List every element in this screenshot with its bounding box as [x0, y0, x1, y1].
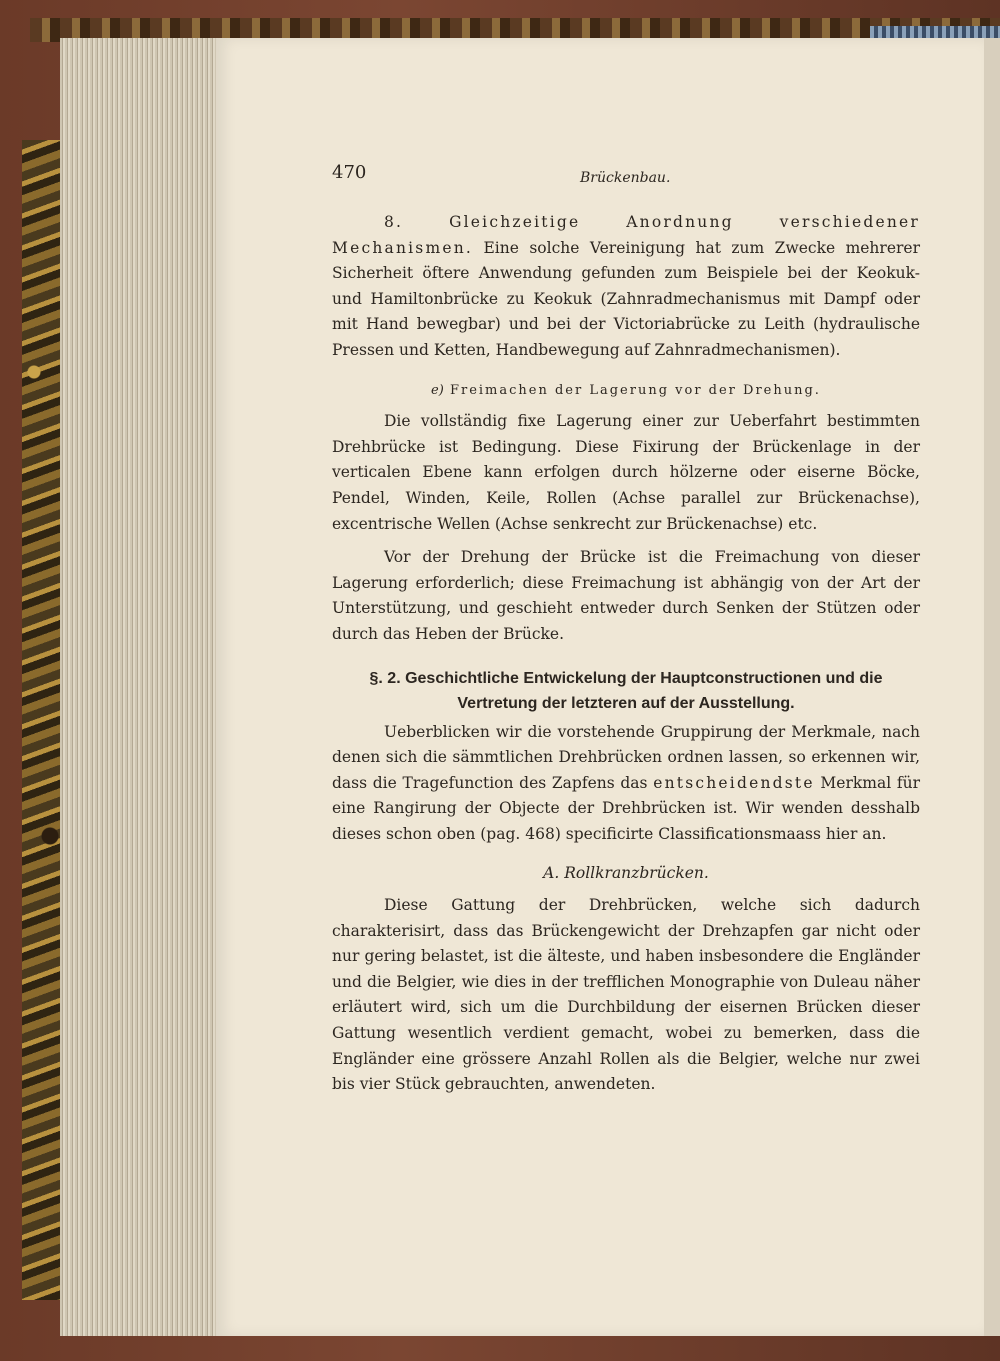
paragraph-section2-b: Merkmal für eine Rangirung der Objecte der Drehbrücken ist. Wir wenden desshalb dieses schon oben (pag. 468) specificirte Classificationsmaass hier an.	[332, 773, 920, 843]
running-head	[332, 160, 920, 210]
paragraph-8-text: Eine solche Vereinigung hat zum Zwecke mehrerer Sicherheit öftere Anwendung gefunden zum Beispiele bei der Keokuk- und Hamiltonbrücke zu Keokuk (Zahnradmechanismus mit Dampf oder mit Hand bewegbar) und bei der Victoriabrücke zu Leith (hydraulische Pressen und Ketten, Handbewegung auf Zahnradmechanismen).	[332, 238, 920, 359]
right-page-edge	[984, 38, 1000, 1336]
paragraph-8-lead: 8. Gleichzeitige Anordnung verschiedener Mechanismen.	[332, 213, 920, 257]
paragraph-A: Diese Gattung der Drehbrücken, welche sich dadurch charakterisirt, dass das Brückengewicht der Drehzapfen gar nicht oder nur gering belastet, ist die älteste, und haben insbesondere die Engländer und die Belgier, wie dies in der trefflichen Monographie von Duleau näher erläutert wird, sich um die Durchbildung der eisernen Brücken dieser Gattung wesentlich verdient gemacht, wobei zu bemerken, dass die Engländer eine grössere Anzahl Rollen als die Belgier, welche nur zwei bis vier Stück gebrauchten, anwendeten.	[332, 896, 920, 1094]
paragraph-section2-spaced: entscheidendste	[653, 773, 815, 792]
paragraph-section2-a: Ueberblicken wir die vorstehende Gruppirung der Merkmale, nach denen sich die sämmtlichen Drehbrücken ordnen lassen, so erkennen wir, dass die Tragefunction des Zapfens das	[332, 722, 920, 792]
page-text	[332, 160, 920, 1098]
running-head-title: Brückenbau.	[580, 170, 671, 186]
subheading-e-title: Freimachen der Lagerung vor der Drehung.	[449, 382, 821, 398]
paragraph-e2: Vor der Drehung der Brücke ist die Freimachung von dieser Lagerung erforderlich; diese Freimachung ist abhängig von der Art der Unterstützung, und geschieht entweder durch Senken der Stützen oder durch das Heben der Brücke.	[332, 548, 920, 643]
page-number: 470	[332, 162, 367, 183]
section-heading-2	[332, 666, 920, 716]
subheading-e	[332, 378, 920, 404]
paragraph-8	[332, 210, 920, 364]
section-heading-line2: Vertretung der letzteren auf der Ausstellung.	[457, 694, 795, 712]
paragraph-section2	[332, 720, 920, 848]
subheading-e-letter: e)	[431, 382, 444, 398]
page-edges	[60, 38, 221, 1336]
section-heading-line1: §. 2. Geschichtliche Entwickelung der Hauptconstructionen und die	[369, 669, 883, 687]
paragraph-e1: Die vollständig fixe Lagerung einer zur Ueberfahrt bestimmten Drehbrücke ist Bedingung. Diese Fixirung der Brückenlage in der verticalen Ebene kann erfolgen durch hölzerne oder eiserne Böcke, Pendel, Winden, Keile, Rollen (Achse parallel zur Brückenachse), excentrische Wellen (Achse senkrecht zur Brückenachse) etc.	[332, 412, 920, 533]
marbled-endpaper	[22, 140, 62, 1300]
subsection-A: A. Rollkranzbrücken.	[543, 864, 709, 883]
